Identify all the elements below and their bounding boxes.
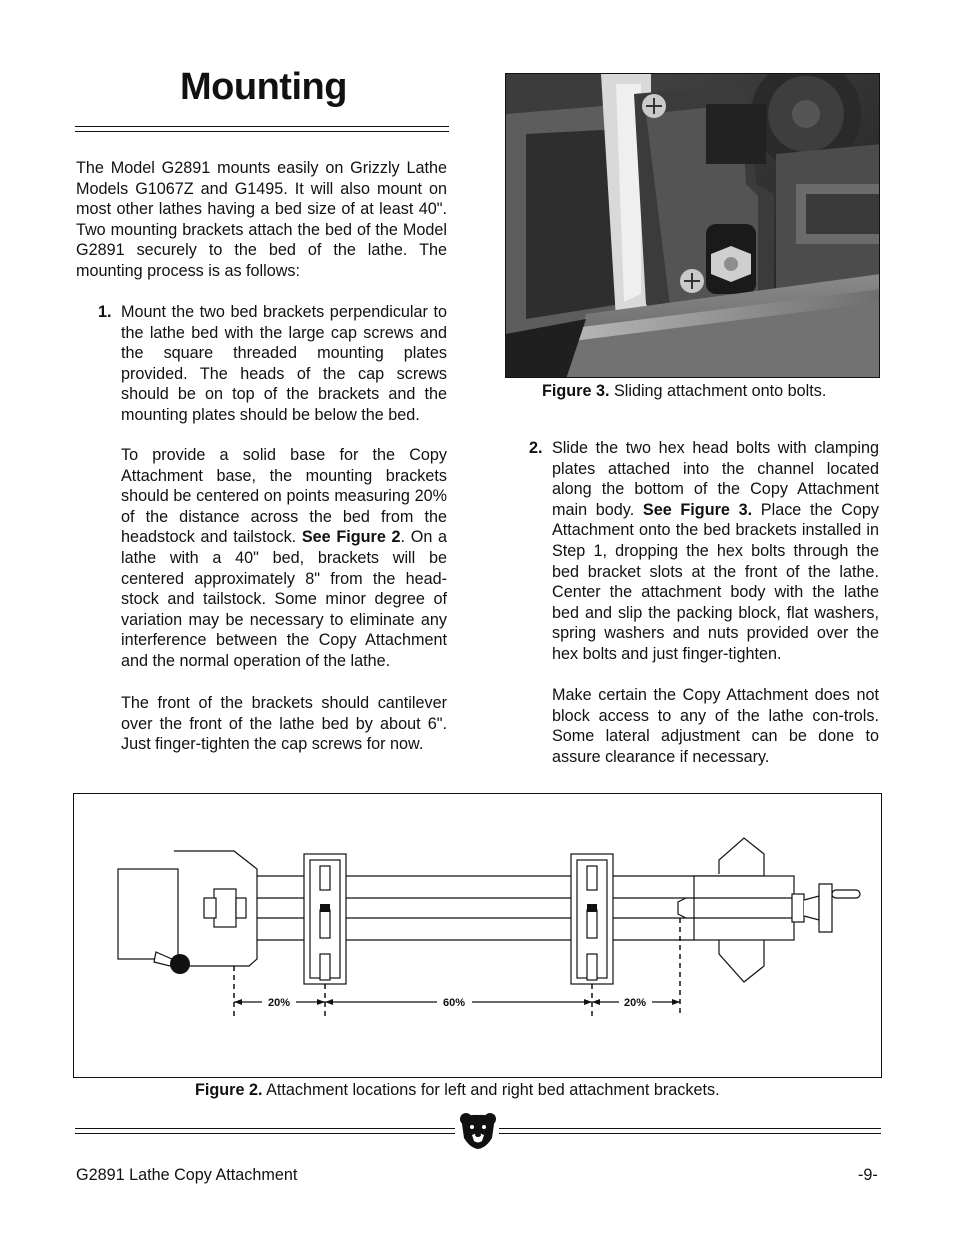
step-1-paragraph-2	[121, 445, 447, 672]
tailstock-body	[694, 876, 794, 940]
figure-2-diagram	[73, 793, 882, 1078]
figure-3-photo	[505, 73, 880, 378]
chuck	[214, 889, 236, 927]
page-title: Mounting	[180, 66, 347, 108]
figure-3-text: Sliding attachment onto bolts.	[609, 382, 827, 400]
figure-2-caption	[195, 1080, 720, 1100]
headstock-box	[118, 869, 178, 959]
step-2-paragraph-1	[552, 438, 879, 665]
footer-title: G2891 Lathe Copy Attachment	[76, 1166, 298, 1184]
dim-left-label: 20%	[267, 997, 291, 1009]
step-1-p2-text-a: To provide a solid base for the Copy Attachment base, the mounting brackets should be centered on points measuring 20% of the distance across the bed from the headstock and tailstock.	[121, 446, 447, 547]
tailstock-top	[694, 838, 764, 876]
knob-icon	[170, 954, 190, 974]
footer-rule-right	[499, 1128, 881, 1134]
dim-mid-label: 60%	[442, 997, 466, 1009]
step-2-number: 2.	[529, 439, 543, 457]
step-2-p1-text-a: Slide the two hex head bolts with clamping plates attached into the channel located along the bottom of the Copy Attachment main body.	[552, 439, 879, 519]
step-1-number: 1.	[98, 303, 112, 321]
step-2-paragraph-2: Make certain the Copy Attachment does not block access to any of the lathe con-trols. Some lateral adjustment can be done to assure clearance if necessary.	[552, 686, 879, 766]
figure-3-caption	[542, 381, 826, 401]
figure-3-illustration	[506, 74, 880, 378]
step-1-p2-text-b: . On a lathe with a 40" bed, brackets will be centered approximately 8" from the head-stock and tailstock. Some minor degree of variation may be necessary to eliminate any interference between the Copy Attachment and the normal operation of the lathe.	[121, 528, 448, 670]
step-1-paragraph-3: The front of the brackets should cantilever over the front of the lathe bed by about 6". Just finger-tighten the cap screws for now.	[121, 694, 447, 754]
step-2-p1-text-b: Place the Copy Attachment onto the bed brackets installed in Step 1, dropping the hex bolts through the bed bracket slots at the front of the lathe. Center the attachment body with the lathe bed and slip the packing block, flat washers, spring washers and nuts provided over the hex bolts and just finger-tighten.	[552, 500, 880, 663]
figure-2-label: Figure 2.	[195, 1081, 263, 1099]
lathe-bed-diagram	[74, 794, 883, 1079]
figure-2-text: Attachment locations for left and right bed attachment brackets.	[262, 1081, 720, 1099]
footer-rule-left	[75, 1128, 455, 1134]
see-figure-2-ref: See Figure 2	[301, 528, 401, 547]
see-figure-3-ref: See Figure 3.	[642, 500, 753, 519]
figure-3-label: Figure 3.	[542, 382, 610, 400]
bear-head-icon	[458, 1110, 498, 1150]
step-1-paragraph-1: Mount the two bed brackets perpendicular to the lathe bed with the large cap screws and the square threaded mounting plates provided. The heads of the cap screws should be on top of the brackets and the mounting plates should be below the bed.	[121, 303, 447, 424]
page-number: -9-	[858, 1166, 878, 1184]
title-rule	[75, 126, 449, 132]
intro-paragraph: The Model G2891 mounts easily on Grizzly Lathe Models G1067Z and G1495. It will also mount on most other lathes having a bed size of at least 40". Two mounting brackets attach the bed of the Model G2891 securely to the bed of the lathe. The mounting process is as follows:	[76, 159, 447, 280]
dim-right-label: 20%	[623, 997, 647, 1009]
